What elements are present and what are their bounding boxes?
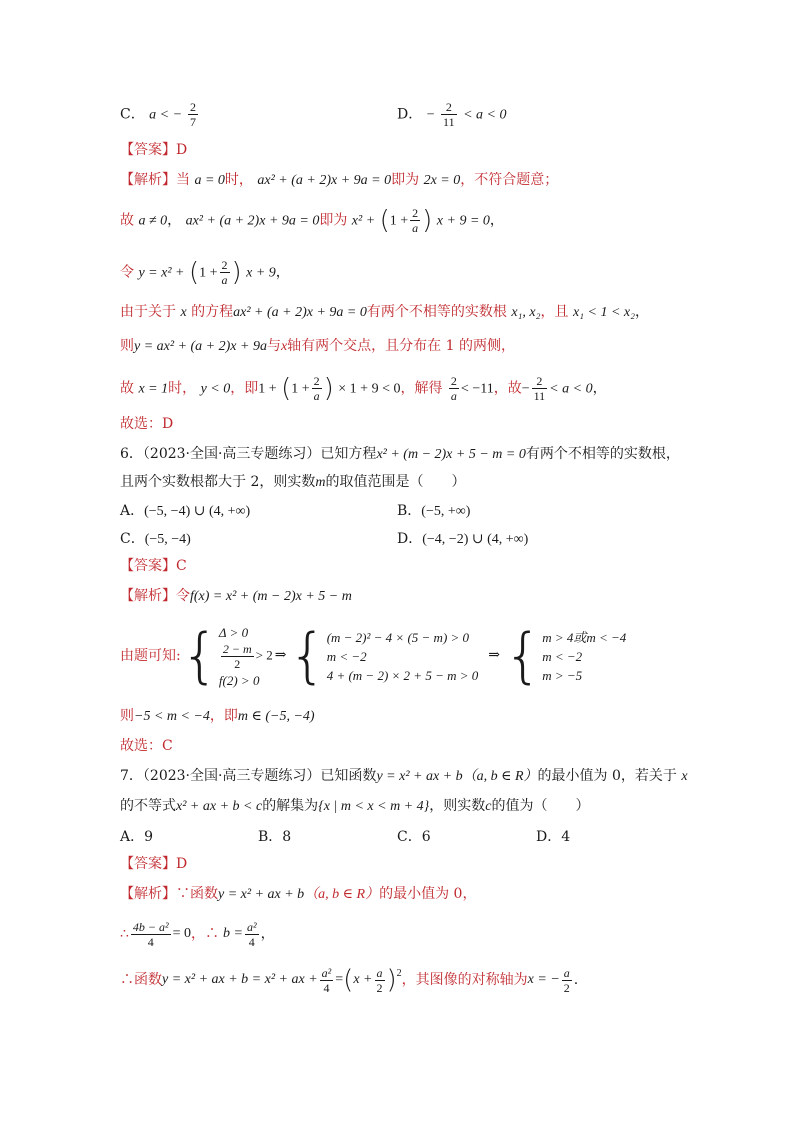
q5-analysis-line-2 (120, 206, 504, 235)
text: 由题可知: (120, 648, 181, 664)
frac-den: 11 (443, 115, 455, 129)
math: x + (353, 972, 373, 987)
q5-analysis-line-5 (120, 336, 515, 357)
analysis-label: 【解析】 (120, 172, 176, 188)
exponent: 2 (396, 968, 402, 979)
system-1 (219, 623, 273, 690)
option-label: D． (397, 106, 423, 123)
math: （a, b ∈ R） (304, 887, 380, 902)
q6-analysis-line-1 (120, 586, 352, 607)
implies-arrow: ⇒ (488, 648, 500, 663)
system-row: Δ > 0 (218, 624, 249, 640)
math: < −11 (460, 381, 494, 397)
frac-den: 2 (221, 656, 254, 671)
frac-den: 7 (189, 115, 196, 129)
math: y = x² + ax + b = x² + ax + (162, 972, 318, 987)
analysis-label: 【解析】 (120, 588, 176, 604)
text: 轴有两个交点，且分布在 1 的两侧， (287, 338, 515, 354)
q6-stem-line-1 (120, 444, 680, 465)
fraction-2-7 (188, 100, 198, 129)
q6-option-b (397, 500, 470, 520)
fraction-min-value (131, 920, 171, 949)
system-row: m < −2 (542, 648, 583, 664)
system-2 (327, 628, 479, 685)
q7-option-b (258, 826, 291, 846)
option-c-relation: a < (149, 107, 170, 123)
math: x (180, 305, 187, 320)
math: x² + ax + b < c (176, 799, 263, 814)
text: 故 (120, 212, 134, 229)
right-paren: ) (323, 373, 334, 404)
fraction-a-squared-over-4 (320, 966, 334, 995)
system-row (219, 642, 273, 671)
frac-num: a² (321, 965, 332, 980)
stem-text: 的解集为 (262, 798, 319, 814)
option-d-relation: < a < 0 (463, 107, 507, 123)
q7-answer (120, 854, 187, 874)
q7-option-d (536, 826, 570, 846)
left-brace: { (180, 621, 219, 691)
option-value: (−4, −2) ∪ (4, +∞) (422, 532, 529, 547)
frac-num: 4b − a² (132, 919, 169, 934)
text: 当 (176, 172, 190, 188)
math: 1 + (291, 381, 310, 397)
select-text: 故选：C (120, 738, 173, 754)
select-text: 故选：D (120, 416, 174, 432)
option-value: A．9 (120, 829, 154, 845)
left-paren: ( (281, 373, 292, 404)
system-row: f(2) > 0 (218, 672, 260, 688)
option-label: C． (120, 106, 145, 123)
q5-analysis-line-4 (120, 302, 649, 323)
q5-analysis-line-6 (120, 374, 607, 403)
math: y = x² + (138, 265, 185, 281)
fraction-2-11 (532, 374, 548, 403)
math: x₁, x₂ (511, 305, 541, 320)
text: ， (167, 212, 182, 229)
stem-text: 7．（2023·全国·高三专题练习）已知函数 (120, 768, 377, 784)
math: ax² + (a + 2)x + 9a = 0 (233, 305, 367, 320)
text: ，且 (540, 304, 569, 320)
text: 即为 (319, 212, 348, 229)
stem-text: 的取值范围是（ ） (325, 474, 466, 490)
minus-sign: − (521, 381, 530, 397)
stem-text: 6．（2023·全国·高三专题练习）已知方程 (120, 446, 377, 462)
text: 令 (120, 264, 134, 281)
frac-num: a² (246, 919, 257, 934)
text: ， (592, 380, 607, 397)
math: c (485, 799, 492, 814)
therefore-sign: ，∴ (191, 926, 220, 942)
system-row: m > −5 (542, 667, 583, 683)
right-paren: ) (231, 257, 242, 288)
text: 则 (120, 708, 134, 724)
stem-text: 有两个不相等的实数根， (525, 446, 680, 462)
q5-analysis-line-1 (120, 170, 558, 191)
q7-analysis-line-3 (120, 960, 578, 1000)
fraction (221, 642, 254, 671)
math: x² + (351, 213, 376, 229)
answer-label: 【答案】 (120, 142, 176, 158)
q7-analysis-line-2 (120, 914, 275, 954)
math: 1 + (258, 381, 277, 397)
text: ， (260, 926, 275, 942)
right-paren: ) (386, 965, 397, 995)
math: y = x² + ax + b (376, 769, 463, 784)
frac-den: a (450, 389, 457, 403)
answer-label: 【答案】 (120, 856, 176, 872)
fraction-2-over-a (312, 374, 322, 403)
q6-select (120, 736, 173, 756)
frac-den: 11 (533, 389, 546, 403)
fraction-2-over-a (410, 206, 420, 235)
text: 故 (120, 380, 134, 397)
option-value: D．4 (536, 829, 571, 845)
q5-select (120, 414, 173, 434)
math: f(x) = x² + (m − 2)x + 5 − m (190, 589, 352, 604)
math: 2x = 0 (423, 173, 461, 188)
q5-analysis-line-3 (120, 258, 290, 287)
frac-num: 2 (412, 206, 419, 220)
stem-text: ，则实数 (429, 798, 486, 814)
math: x² + (m − 2)x + 5 − m = 0 (376, 447, 526, 462)
stem-text: 的值为（ ） (491, 798, 590, 814)
q6-option-d (397, 528, 528, 548)
math: a ≠ 0 (138, 213, 168, 229)
text: ，解得 (400, 380, 443, 397)
text: ∵函数 (176, 886, 218, 902)
math: y = ax² + (a + 2)x + 9a (134, 339, 267, 354)
math: ax² + (a + 2)x + 9a = 0 (257, 173, 392, 188)
math: x = 1 (138, 381, 169, 397)
q7-option-a (120, 826, 153, 846)
text: ，其图像的对称轴为 (401, 972, 528, 988)
fraction-a-squared-over-4 (245, 920, 259, 949)
text: ，不符合题意； (460, 172, 559, 188)
analysis-label: 【解析】 (120, 886, 176, 902)
text: ， (489, 212, 504, 229)
option-label: C． (120, 531, 145, 547)
text: . (573, 972, 579, 988)
option-value: (−5, +∞) (421, 504, 471, 519)
frac-num: 2 (450, 374, 457, 388)
stem-text: 的最小值为 0，若关于 (537, 768, 677, 784)
option-value: (−5, −4) (144, 532, 191, 547)
left-paren: ( (343, 965, 354, 995)
left-brace: { (288, 621, 327, 691)
fraction-a-over-2 (375, 966, 385, 995)
frac-num: 2 (313, 374, 320, 388)
frac-den: 4 (245, 934, 259, 949)
q7-analysis-line-1 (120, 884, 476, 905)
system-row: m > 4或m < −4 (542, 629, 627, 645)
math: > 2 (255, 646, 273, 662)
therefore-sign: ∴ (120, 926, 129, 942)
math: （a, b ∈ R） (462, 769, 538, 784)
answer-value: D (176, 856, 188, 872)
text: 的方程 (191, 304, 234, 320)
answer-value: D (176, 142, 188, 158)
frac-den: 2 (563, 980, 570, 995)
math: x + 9 = 0 (436, 213, 490, 229)
math: m ∈ (−5, −4) (237, 709, 315, 724)
q5-option-c (120, 100, 200, 129)
frac-den: 4 (320, 980, 334, 995)
fraction-2-over-a (449, 374, 459, 403)
frac-num: a (376, 965, 383, 980)
q7-stem-line-2 (120, 796, 589, 817)
q5-option-d (397, 100, 506, 129)
math: y < 0 (200, 381, 231, 397)
q7-stem-line-1 (120, 766, 688, 787)
math: x (681, 769, 688, 784)
math: 1 + (389, 213, 409, 229)
option-value: B．8 (258, 829, 292, 845)
right-paren: ) (422, 205, 433, 236)
q6-analysis-result (120, 706, 315, 727)
system-row: (m − 2)² − 4 × (5 − m) > 0 (326, 629, 470, 645)
frac-den: a (221, 273, 228, 287)
fraction-2-over-a (220, 258, 230, 287)
math: x = − (527, 972, 560, 987)
q5-answer (120, 140, 187, 160)
left-paren: ( (379, 205, 390, 236)
frac-num: 2 (189, 100, 196, 114)
text: ，即 (230, 380, 259, 397)
math: y = x² + ax + b (218, 887, 305, 902)
q6-answer (120, 556, 187, 576)
left-brace: { (504, 621, 543, 691)
q6-option-c (120, 528, 191, 548)
math: = (335, 972, 344, 987)
implies-arrow: ⇒ (274, 648, 287, 663)
math: 1 + (199, 265, 218, 281)
frac-num: 2 (221, 258, 228, 272)
minus-sign: − (426, 107, 435, 123)
left-paren: ( (188, 257, 200, 288)
q6-stem-line-2 (120, 472, 465, 493)
fraction-a-over-2 (562, 966, 572, 995)
math: x (280, 339, 288, 354)
frac-num: a (563, 965, 570, 980)
system-row: 4 + (m − 2) × 2 + 5 − m > 0 (326, 667, 479, 683)
frac-num: 2 (445, 100, 452, 114)
text: 由于关于 (120, 304, 176, 320)
math: −5 < m < −4 (134, 709, 210, 724)
math: < a < 0 (549, 381, 593, 397)
text: 令 (176, 588, 190, 604)
math: x₁ < 1 < x₂ (572, 305, 636, 320)
option-label: B． (397, 503, 422, 519)
math: ax² + (a + 2)x + 9a = 0 (185, 213, 320, 229)
fraction-2-11 (441, 100, 457, 129)
frac-den: 4 (131, 934, 171, 949)
option-value: C．6 (397, 829, 431, 845)
q6-system-derivation (120, 618, 626, 694)
stem-text: 且两个实数根都大于 2，则实数 (120, 474, 316, 490)
text: ，故 (493, 380, 522, 397)
system-row: m < −2 (326, 648, 367, 664)
text: 即为 (391, 172, 420, 188)
math: x + 9 (246, 265, 276, 281)
text: ∴函数 (120, 972, 162, 988)
text: 时， (168, 380, 197, 397)
math: = 0 (172, 926, 192, 941)
answer-label: 【答案】 (120, 558, 176, 574)
frac-num: 2 (536, 374, 543, 388)
option-label: A． (120, 503, 145, 519)
text: 有两个不相等的实数根 (366, 304, 507, 320)
math: m (315, 475, 326, 490)
text: 的最小值为 0， (379, 886, 477, 902)
answer-value: C (176, 558, 187, 574)
math: a = 0 (194, 173, 225, 188)
text: ， (635, 304, 650, 320)
q6-option-a (120, 500, 250, 520)
math: {x | m < x < m + 4} (318, 799, 430, 814)
frac-den: 2 (376, 980, 383, 995)
text: ，即 (209, 708, 238, 724)
text: 则 (120, 338, 134, 354)
frac-num: 2 − m (222, 641, 252, 656)
text: 与 (266, 338, 281, 354)
q7-option-c (397, 826, 431, 846)
math: b = (223, 926, 243, 941)
minus-sign: − (173, 107, 182, 123)
frac-den: a (313, 389, 320, 403)
system-3 (542, 628, 626, 685)
option-label: D． (397, 531, 423, 547)
text: ， (275, 264, 290, 281)
stem-text: 的不等式 (120, 798, 176, 814)
math: × 1 + 9 < 0 (338, 381, 401, 397)
frac-den: a (412, 221, 419, 235)
option-value: (−5, −4) ∪ (4, +∞) (144, 504, 251, 519)
text: 时， (224, 172, 253, 188)
